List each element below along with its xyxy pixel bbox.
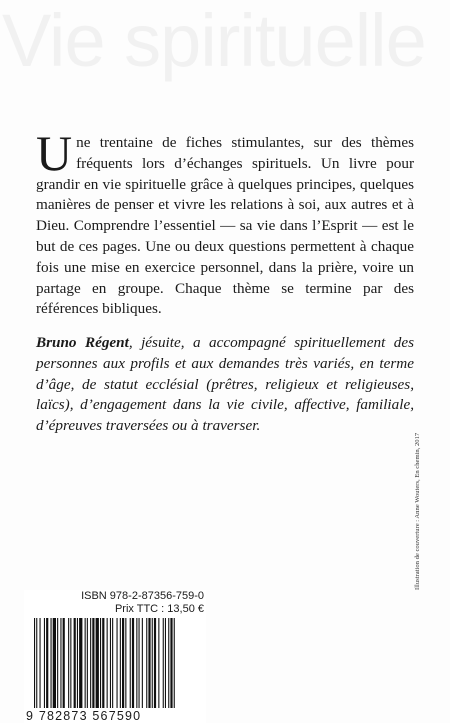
- isbn-price-block: [24, 590, 206, 723]
- barcode: [24, 618, 206, 710]
- blurb-text: ne trentaine de fiches stimulantes, sur des thèmes fréquents lors d’échanges spirituels. Un livre pour grandir en vie spirituelle grâce à quelques principes, quelques manières de penser et vivre les relations à soi, aux autres et à Dieu. Comprendre l’essentiel — sa vie dans l’Esprit — est le but de ces pages. Une ou deux questions permettent à chaque fois une mise en exercice personnel, dans la prière, voire un partage en groupe. Chaque thème se termine par des références bibliques.: [36, 134, 414, 318]
- dropcap-letter: U: [36, 125, 73, 181]
- author-name: Bruno Régent: [36, 334, 129, 351]
- back-cover-blurb: [36, 125, 414, 320]
- background-title-watermark: Vie spirituelle: [2, 0, 426, 82]
- price-label: Prix TTC : 13,50 €: [114, 603, 204, 615]
- author-bio: , jésuite, a accompagné spirituellement des personnes aux profils et aux demandes très variés, en terme d’âge, de statut ecclésial (prêtres, religieux et religieuses, laïcs), d’engagement dans la vie civile, affective, familiale, d’épreuves traversées ou à traverser.: [36, 334, 414, 435]
- isbn-number: ISBN 978-2-87356-759-0: [81, 590, 204, 602]
- author-note: [36, 333, 414, 437]
- barcode-digits: 9 782873 567590: [26, 709, 142, 723]
- cover-illustration-credit: Illustration de couverture : Anne Wouters, En chemin, 2017: [414, 432, 421, 590]
